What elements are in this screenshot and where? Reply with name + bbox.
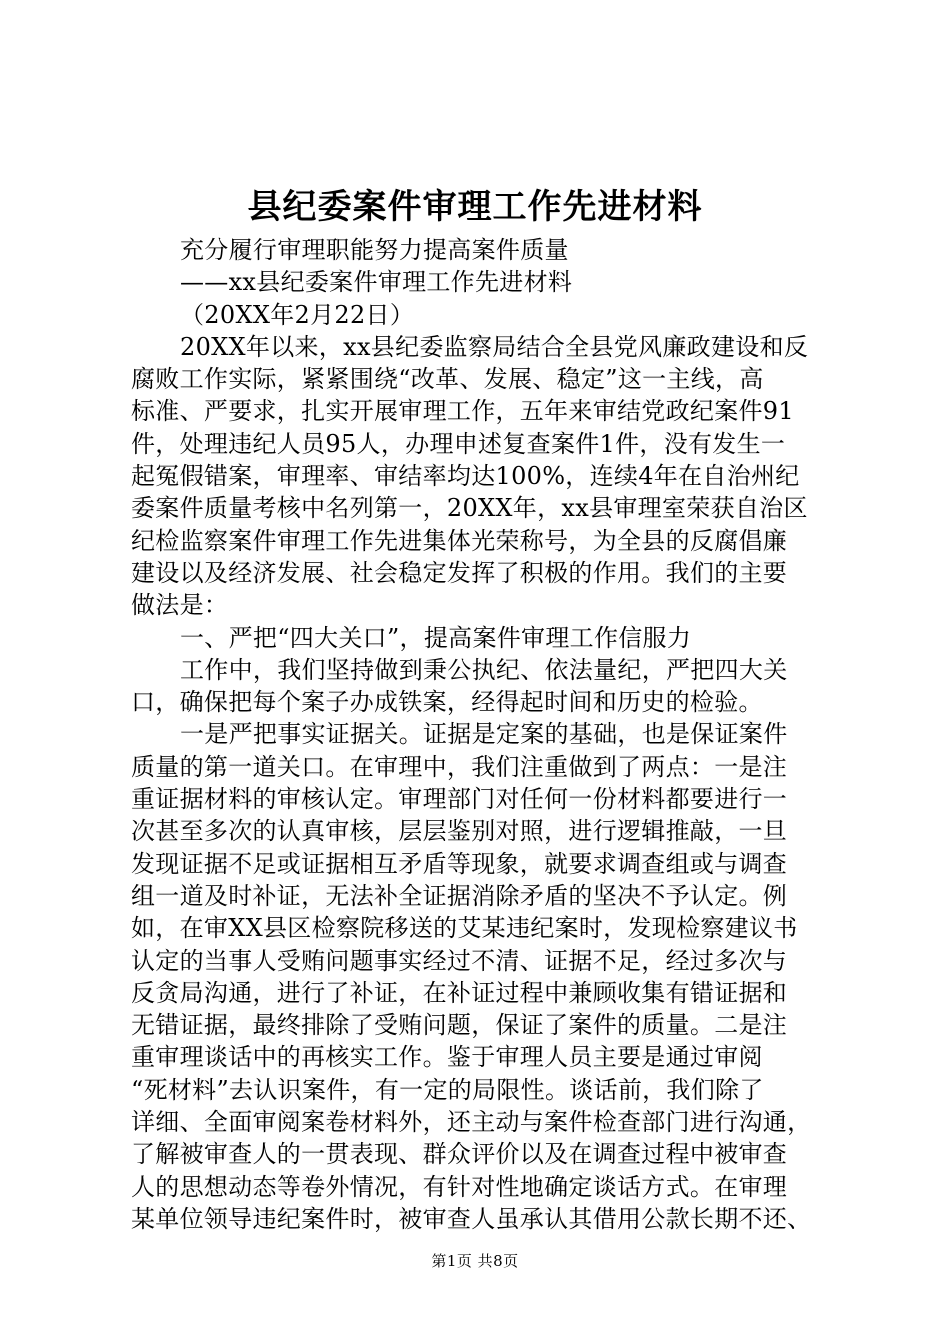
text-line: 口，确保把每个案子办成铁案，经得起时间和历史的检验。 bbox=[131, 688, 763, 717]
text-line: 建设以及经济发展、社会稳定发挥了积极的作用。我们的主要 bbox=[131, 558, 788, 587]
text-line: 认定的当事人受贿问题事实经过不清、证据不足，经过多次与 bbox=[131, 946, 788, 975]
text-line: 工作中，我们坚持做到秉公执纪、依法量纪，严把四大关 bbox=[180, 655, 788, 684]
text-line: 腐败工作实际，紧紧围绕“改革、发展、稳定”这一主线，高 bbox=[131, 365, 764, 394]
text-line: 委案件质量考核中名列第一，20XX年，xx县审理室荣获自治区 bbox=[131, 494, 808, 523]
text-line: 一是严把事实证据关。证据是定案的基础，也是保证案件 bbox=[180, 720, 788, 749]
text-line: （20XX年2月22日） bbox=[180, 300, 415, 329]
text-line: 重审理谈话中的再核实工作。鉴于审理人员主要是通过审阅 bbox=[131, 1043, 763, 1072]
text-line: 人的思想动态等卷外情况，有针对性地确定谈话方式。在审理 bbox=[131, 1172, 788, 1201]
text-line: 组一道及时补证，无法补全证据消除矛盾的坚决不予认定。例 bbox=[131, 881, 788, 910]
text-line: 反贪局沟通，进行了补证，在补证过程中兼顾收集有错证据和 bbox=[131, 978, 788, 1007]
text-line: 详细、全面审阅案卷材料外，还主动与案件检查部门进行沟通， bbox=[131, 1108, 812, 1137]
text-line: 件，处理违纪人员95人，办理申述复查案件1件，没有发生一 bbox=[131, 429, 786, 458]
text-line: 做法是： bbox=[131, 591, 229, 620]
text-line: 起冤假错案，审理率、审结率均达100%，连续4年在自治州纪 bbox=[131, 462, 800, 491]
text-line: 无错证据，最终排除了受贿问题，保证了案件的质量。二是注 bbox=[131, 1011, 788, 1040]
text-line: 重证据材料的审核认定。审理部门对任何一份材料都要进行一 bbox=[131, 785, 788, 814]
document-title: 县纪委案件审理工作先进材料 bbox=[247, 187, 703, 227]
text-line: ——xx县纪委案件审理工作先进材料 bbox=[180, 268, 573, 297]
text-line: 次甚至多次的认真审核，层层鉴别对照，进行逻辑推敲，一旦 bbox=[131, 817, 788, 846]
document-body bbox=[131, 234, 836, 1235]
text-line: 标准、严要求，扎实开展审理工作，五年来审结党政纪案件91 bbox=[131, 397, 794, 426]
page-footer: 第1页 共8页 bbox=[431, 1252, 519, 1270]
text-line: 20XX年以来，xx县纪委监察局结合全县党风廉政建设和反 bbox=[180, 332, 809, 361]
text-line: 充分履行审理职能努力提高案件质量 bbox=[180, 236, 569, 264]
text-line: 纪检监察案件审理工作先进集体光荣称号，为全县的反腐倡廉 bbox=[131, 526, 788, 555]
text-line: 某单位领导违纪案件时，被审查人虽承认其借用公款长期不还、 bbox=[131, 1204, 812, 1233]
text-line: 如，在审XX县区检察院移送的艾某违纪案时，发现检察建议书 bbox=[131, 914, 798, 943]
text-line: 质量的第一道关口。在审理中，我们注重做到了两点：一是注 bbox=[131, 752, 788, 781]
text-line: “死材料”去认识案件，有一定的局限性。谈话前，我们除了 bbox=[131, 1075, 764, 1104]
text-line: 了解被审查人的一贯表现、群众评价以及在调查过程中被审查 bbox=[131, 1140, 788, 1169]
text-line: 一、严把“四大关口”，提高案件审理工作信服力 bbox=[180, 623, 692, 652]
text-line: 发现证据不足或证据相互矛盾等现象，就要求调查组或与调查 bbox=[131, 849, 788, 878]
